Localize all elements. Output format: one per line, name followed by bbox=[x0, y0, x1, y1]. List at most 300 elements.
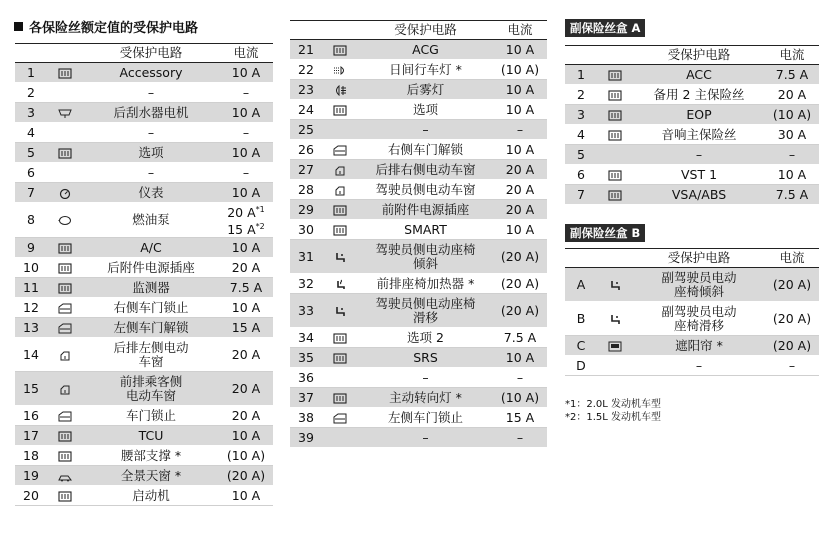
icon-cell bbox=[322, 240, 358, 274]
fuse-number: 20 bbox=[15, 486, 47, 506]
current-rating: 20 A bbox=[493, 160, 547, 180]
icon-cell bbox=[322, 80, 358, 100]
current-rating: 20 A bbox=[219, 258, 273, 278]
current-rating: 10 A bbox=[219, 298, 273, 318]
shade-icon bbox=[608, 341, 622, 352]
icon-cell bbox=[322, 408, 358, 428]
fuse-number: 37 bbox=[290, 388, 322, 408]
pump-icon bbox=[58, 215, 72, 226]
table-row bbox=[15, 238, 273, 258]
fuse-number: 7 bbox=[15, 183, 47, 203]
table-row bbox=[15, 318, 273, 338]
door-icon bbox=[333, 413, 347, 424]
table-row bbox=[290, 388, 547, 408]
current-rating: 30 A bbox=[765, 125, 819, 145]
table-row bbox=[290, 294, 547, 328]
current-rating: (20 A) bbox=[765, 302, 819, 336]
circuit-name: 遮阳帘 * bbox=[633, 336, 765, 356]
fuse-icon bbox=[58, 283, 72, 294]
table-row bbox=[565, 165, 819, 185]
icon-cell bbox=[322, 388, 358, 408]
current-rating: 20 A bbox=[219, 338, 273, 372]
circuit-name: 监测器 bbox=[83, 278, 219, 298]
icon-cell bbox=[322, 60, 358, 80]
window-icon bbox=[58, 384, 72, 395]
circuit-name: 后刮水器电机 bbox=[83, 103, 219, 123]
fuse-number: 16 bbox=[15, 406, 47, 426]
fuse-number: 27 bbox=[290, 160, 322, 180]
circuit-name: 驾驶员侧电动座椅 倾斜 bbox=[358, 240, 493, 274]
circuit-name: 启动机 bbox=[83, 486, 219, 506]
fuse-number: 26 bbox=[290, 140, 322, 160]
current-rating: 20 A bbox=[219, 406, 273, 426]
fuse-table-main-2 bbox=[290, 20, 547, 448]
icon-cell bbox=[322, 160, 358, 180]
table-row bbox=[565, 185, 819, 205]
circuit-name: 左侧车门锁止 bbox=[358, 408, 493, 428]
circuit-name: – bbox=[633, 145, 765, 165]
icon-cell bbox=[47, 163, 83, 183]
table-row bbox=[565, 125, 819, 145]
icon-cell bbox=[597, 65, 633, 85]
table-row bbox=[565, 336, 819, 356]
icon-cell bbox=[47, 486, 83, 506]
icon-cell bbox=[597, 302, 633, 336]
current-rating: (20 A) bbox=[765, 268, 819, 302]
current-rating: 20 A bbox=[765, 85, 819, 105]
fuse-number: 22 bbox=[290, 60, 322, 80]
fuse-number: 21 bbox=[290, 40, 322, 60]
header-current: 电流 bbox=[765, 46, 819, 65]
circuit-name: ACG bbox=[358, 40, 493, 60]
current-rating: (20 A) bbox=[219, 466, 273, 486]
circuit-name: 仪表 bbox=[83, 183, 219, 203]
circuit-name: 前附件电源插座 bbox=[358, 200, 493, 220]
fuse-number: C bbox=[565, 336, 597, 356]
table-row bbox=[15, 83, 273, 103]
circuit-name: 右侧车门锁止 bbox=[83, 298, 219, 318]
fuse-number: 10 bbox=[15, 258, 47, 278]
fuse-icon bbox=[333, 105, 347, 116]
table-row bbox=[290, 368, 547, 388]
table-row bbox=[15, 103, 273, 123]
fuse-number: 31 bbox=[290, 240, 322, 274]
fuse-icon bbox=[58, 243, 72, 254]
table-row bbox=[290, 240, 547, 274]
icon-cell bbox=[597, 145, 633, 165]
table-row bbox=[290, 160, 547, 180]
fuse-number: 13 bbox=[15, 318, 47, 338]
table-row bbox=[15, 183, 273, 203]
footnotes bbox=[565, 398, 661, 424]
current-rating: – bbox=[219, 123, 273, 143]
current-rating: 15 A bbox=[219, 318, 273, 338]
wiper-icon bbox=[58, 108, 72, 119]
current-rating: 10 A bbox=[219, 486, 273, 506]
icon-cell bbox=[597, 85, 633, 105]
fuse-number: 23 bbox=[290, 80, 322, 100]
circuit-name: 备用 2 主保险丝 bbox=[633, 85, 765, 105]
current-rating: (20 A) bbox=[493, 274, 547, 294]
seat-icon bbox=[608, 280, 622, 291]
table-row bbox=[15, 203, 273, 238]
table-row bbox=[565, 268, 819, 302]
table-row bbox=[290, 40, 547, 60]
fuse-number: 39 bbox=[290, 428, 322, 448]
fuse-icon bbox=[608, 170, 622, 181]
circuit-name: 选项 bbox=[358, 100, 493, 120]
current-rating: 10 A bbox=[219, 238, 273, 258]
fuse-number: 29 bbox=[290, 200, 322, 220]
circuit-name: – bbox=[358, 368, 493, 388]
page-title: 各保险丝额定值的受保护电路 bbox=[14, 17, 198, 36]
fuse-number: 18 bbox=[15, 446, 47, 466]
current-rating: 7.5 A bbox=[219, 278, 273, 298]
table-row bbox=[15, 372, 273, 406]
current-rating: 10 A bbox=[493, 348, 547, 368]
header-current: 电流 bbox=[219, 44, 273, 63]
table-header-row bbox=[565, 249, 819, 268]
fuse-icon bbox=[608, 90, 622, 101]
icon-cell bbox=[322, 428, 358, 448]
current-rating: (20 A) bbox=[493, 240, 547, 274]
circuit-name: 后排右侧电动车窗 bbox=[358, 160, 493, 180]
box-b-label: 副保险丝盒 B bbox=[565, 224, 645, 242]
header-circuit: 受保护电路 bbox=[633, 46, 765, 65]
fuse-icon bbox=[58, 148, 72, 159]
current-rating: 10 A bbox=[219, 63, 273, 83]
icon-cell bbox=[47, 406, 83, 426]
footnote-1: *1：2.0L 发动机车型 bbox=[565, 399, 662, 410]
icon-cell bbox=[322, 220, 358, 240]
icon-cell bbox=[47, 63, 83, 83]
icon-cell bbox=[322, 140, 358, 160]
table-row bbox=[290, 100, 547, 120]
table-row bbox=[290, 200, 547, 220]
table-row bbox=[15, 63, 273, 83]
icon-cell bbox=[47, 143, 83, 163]
icon-cell bbox=[47, 203, 83, 238]
fuse-number: 7 bbox=[565, 185, 597, 205]
icon-cell bbox=[597, 356, 633, 376]
fuse-number: 34 bbox=[290, 328, 322, 348]
current-rating: (10 A) bbox=[765, 105, 819, 125]
icon-cell bbox=[322, 274, 358, 294]
circuit-name: – bbox=[83, 123, 219, 143]
fuse-number: 28 bbox=[290, 180, 322, 200]
current-rating: 10 A bbox=[493, 140, 547, 160]
current-rating: (20 A) bbox=[765, 336, 819, 356]
fuse-icon bbox=[608, 190, 622, 201]
drl-icon bbox=[333, 65, 347, 76]
table-row bbox=[15, 446, 273, 466]
table-row bbox=[290, 140, 547, 160]
circuit-name: SRS bbox=[358, 348, 493, 368]
icon-cell bbox=[47, 258, 83, 278]
door-icon bbox=[58, 323, 72, 334]
header-current: 电流 bbox=[765, 249, 819, 268]
circuit-name: VSA/ABS bbox=[633, 185, 765, 205]
circuit-name: 副驾驶员电动 座椅倾斜 bbox=[633, 268, 765, 302]
icon-cell bbox=[47, 466, 83, 486]
fuse-number: 5 bbox=[15, 143, 47, 163]
table-row bbox=[290, 274, 547, 294]
box-a-label: 副保险丝盒 A bbox=[565, 19, 645, 37]
circuit-name: 驾驶员侧电动车窗 bbox=[358, 180, 493, 200]
current-rating: 10 A bbox=[493, 40, 547, 60]
table-row bbox=[15, 258, 273, 278]
table-row bbox=[565, 145, 819, 165]
icon-cell bbox=[597, 268, 633, 302]
table-row bbox=[15, 143, 273, 163]
fuse-number: 6 bbox=[565, 165, 597, 185]
circuit-name: 后排左侧电动 车窗 bbox=[83, 338, 219, 372]
table-row bbox=[565, 356, 819, 376]
table-row bbox=[290, 348, 547, 368]
fuse-icon bbox=[333, 225, 347, 236]
circuit-name: A/C bbox=[83, 238, 219, 258]
icon-cell bbox=[47, 446, 83, 466]
table-row bbox=[565, 65, 819, 85]
table-row bbox=[565, 302, 819, 336]
fuse-number: 4 bbox=[15, 123, 47, 143]
fuse-number: 35 bbox=[290, 348, 322, 368]
table-row bbox=[290, 120, 547, 140]
table-row bbox=[15, 338, 273, 372]
door-icon bbox=[58, 303, 72, 314]
icon-cell bbox=[597, 165, 633, 185]
current-rating: 10 A bbox=[219, 183, 273, 203]
roof-icon bbox=[58, 471, 72, 482]
fuse-table-main-1 bbox=[15, 43, 273, 506]
fuse-number: 5 bbox=[565, 145, 597, 165]
current-rating: (10 A) bbox=[493, 60, 547, 80]
circuit-name: – bbox=[633, 356, 765, 376]
icon-cell bbox=[47, 183, 83, 203]
fuse-number: 17 bbox=[15, 426, 47, 446]
circuit-name: – bbox=[83, 163, 219, 183]
circuit-name: ACC bbox=[633, 65, 765, 85]
circuit-name: 选项 bbox=[83, 143, 219, 163]
fuse-number: 12 bbox=[15, 298, 47, 318]
table-header-row bbox=[565, 46, 819, 65]
circuit-name: 后附件电源插座 bbox=[83, 258, 219, 278]
circuit-name: – bbox=[358, 120, 493, 140]
header-current: 电流 bbox=[493, 21, 547, 40]
icon-cell bbox=[597, 336, 633, 356]
header-circuit: 受保护电路 bbox=[633, 249, 765, 268]
circuit-name: TCU bbox=[83, 426, 219, 446]
icon-cell bbox=[322, 200, 358, 220]
icon-cell bbox=[47, 298, 83, 318]
heat-icon bbox=[333, 279, 347, 290]
table-row bbox=[565, 85, 819, 105]
fuse-number: 14 bbox=[15, 338, 47, 372]
circuit-name: SMART bbox=[358, 220, 493, 240]
fuse-table-box-a bbox=[565, 45, 819, 205]
table-row bbox=[15, 486, 273, 506]
fuse-number: B bbox=[565, 302, 597, 336]
current-rating: 20 A bbox=[219, 372, 273, 406]
table-row bbox=[15, 123, 273, 143]
circuit-name: 主动转向灯 * bbox=[358, 388, 493, 408]
icon-cell bbox=[47, 83, 83, 103]
circuit-name: 日间行车灯 * bbox=[358, 60, 493, 80]
fuse-number: 4 bbox=[565, 125, 597, 145]
icon-cell bbox=[47, 103, 83, 123]
fuse-number: 3 bbox=[565, 105, 597, 125]
icon-cell bbox=[597, 185, 633, 205]
fuse-icon bbox=[58, 491, 72, 502]
table-row bbox=[15, 406, 273, 426]
fuse-icon bbox=[58, 431, 72, 442]
fuse-number: D bbox=[565, 356, 597, 376]
fuse-number: 2 bbox=[565, 85, 597, 105]
circuit-name: 左侧车门解锁 bbox=[83, 318, 219, 338]
icon-cell bbox=[322, 120, 358, 140]
fuse-number: 24 bbox=[290, 100, 322, 120]
fuse-icon bbox=[58, 263, 72, 274]
current-rating: – bbox=[219, 163, 273, 183]
footnote-2: *2：1.5L 发动机车型 bbox=[565, 412, 662, 423]
circuit-name: 右侧车门解锁 bbox=[358, 140, 493, 160]
table-row bbox=[15, 426, 273, 446]
seat-icon bbox=[608, 314, 622, 325]
table-row bbox=[290, 220, 547, 240]
fuse-number: 3 bbox=[15, 103, 47, 123]
table-row bbox=[290, 328, 547, 348]
icon-cell bbox=[47, 426, 83, 446]
current-rating: (10 A) bbox=[493, 388, 547, 408]
fuse-number: 15 bbox=[15, 372, 47, 406]
icon-cell bbox=[322, 40, 358, 60]
fuse-number: 33 bbox=[290, 294, 322, 328]
table-row bbox=[290, 60, 547, 80]
current-rating: 20 A bbox=[493, 200, 547, 220]
current-rating: 20 $A^{*1}$ 15 $A^{*2}$ bbox=[219, 203, 273, 238]
circuit-name: 后雾灯 bbox=[358, 80, 493, 100]
icon-cell bbox=[322, 368, 358, 388]
fuse-icon bbox=[333, 393, 347, 404]
current-rating: 10 A bbox=[765, 165, 819, 185]
table-row bbox=[290, 180, 547, 200]
current-rating: 15 A bbox=[493, 408, 547, 428]
current-rating: 10 A bbox=[219, 103, 273, 123]
window-icon bbox=[333, 165, 347, 176]
fuse-icon bbox=[333, 45, 347, 56]
circuit-name: 音响主保险丝 bbox=[633, 125, 765, 145]
fuse-number: 6 bbox=[15, 163, 47, 183]
icon-cell bbox=[322, 294, 358, 328]
window-icon bbox=[58, 350, 72, 361]
table-row bbox=[15, 163, 273, 183]
seat-icon bbox=[333, 306, 347, 317]
icon-cell bbox=[322, 180, 358, 200]
current-rating: – bbox=[219, 83, 273, 103]
circuit-name: 副驾驶员电动 座椅滑移 bbox=[633, 302, 765, 336]
fuse-icon bbox=[608, 70, 622, 81]
icon-cell bbox=[47, 123, 83, 143]
current-rating: 7.5 A bbox=[493, 328, 547, 348]
fuse-icon bbox=[333, 333, 347, 344]
icon-cell bbox=[322, 328, 358, 348]
circuit-name: 选项 2 bbox=[358, 328, 493, 348]
circuit-name: VST 1 bbox=[633, 165, 765, 185]
header-circuit: 受保护电路 bbox=[358, 21, 493, 40]
fuse-icon bbox=[333, 353, 347, 364]
icon-cell bbox=[47, 338, 83, 372]
door-icon bbox=[333, 145, 347, 156]
circuit-name: 车门锁止 bbox=[83, 406, 219, 426]
fuse-number: 32 bbox=[290, 274, 322, 294]
circuit-name: 前排座椅加热器 * bbox=[358, 274, 493, 294]
circuit-name: 腰部支撑 * bbox=[83, 446, 219, 466]
circuit-name: EOP bbox=[633, 105, 765, 125]
current-rating: – bbox=[493, 120, 547, 140]
fuse-number: 9 bbox=[15, 238, 47, 258]
fuse-number: 2 bbox=[15, 83, 47, 103]
icon-cell bbox=[597, 105, 633, 125]
gauge-icon bbox=[58, 188, 72, 199]
fuse-icon bbox=[58, 68, 72, 79]
table-header-row bbox=[15, 44, 273, 63]
icon-cell bbox=[322, 348, 358, 368]
current-rating: – bbox=[765, 356, 819, 376]
icon-cell bbox=[47, 278, 83, 298]
fuse-number: 36 bbox=[290, 368, 322, 388]
table-row bbox=[290, 80, 547, 100]
fuse-number: 38 bbox=[290, 408, 322, 428]
current-rating: (10 A) bbox=[219, 446, 273, 466]
circuit-name: 全景天窗 * bbox=[83, 466, 219, 486]
circuit-name: – bbox=[83, 83, 219, 103]
table-header-row bbox=[290, 21, 547, 40]
current-rating: – bbox=[493, 428, 547, 448]
icon-cell bbox=[47, 238, 83, 258]
circuit-name: 前排乘客侧 电动车窗 bbox=[83, 372, 219, 406]
table-row bbox=[15, 278, 273, 298]
fog-icon bbox=[333, 85, 347, 96]
table-row bbox=[290, 408, 547, 428]
current-rating: 10 A bbox=[493, 220, 547, 240]
circuit-name: 燃油泵 bbox=[83, 203, 219, 238]
fuse-number: A bbox=[565, 268, 597, 302]
current-rating: 10 A bbox=[219, 426, 273, 446]
current-rating: 20 A bbox=[493, 180, 547, 200]
fuse-number: 19 bbox=[15, 466, 47, 486]
fuse-number: 30 bbox=[290, 220, 322, 240]
current-rating: – bbox=[765, 145, 819, 165]
circuit-name: 驾驶员侧电动座椅 滑移 bbox=[358, 294, 493, 328]
current-rating: 10 A bbox=[219, 143, 273, 163]
icon-cell bbox=[47, 372, 83, 406]
fuse-number: 25 bbox=[290, 120, 322, 140]
table-row bbox=[15, 466, 273, 486]
circuit-name: – bbox=[358, 428, 493, 448]
door-icon bbox=[58, 411, 72, 422]
header-circuit: 受保护电路 bbox=[83, 44, 219, 63]
fuse-icon bbox=[608, 110, 622, 121]
seat-icon bbox=[333, 252, 347, 263]
fuse-icon bbox=[58, 451, 72, 462]
fuse-icon bbox=[333, 205, 347, 216]
current-rating: 10 A bbox=[493, 80, 547, 100]
fuse-icon bbox=[608, 130, 622, 141]
table-row bbox=[565, 105, 819, 125]
current-rating: (20 A) bbox=[493, 294, 547, 328]
fuse-number: 1 bbox=[15, 63, 47, 83]
icon-cell bbox=[322, 100, 358, 120]
